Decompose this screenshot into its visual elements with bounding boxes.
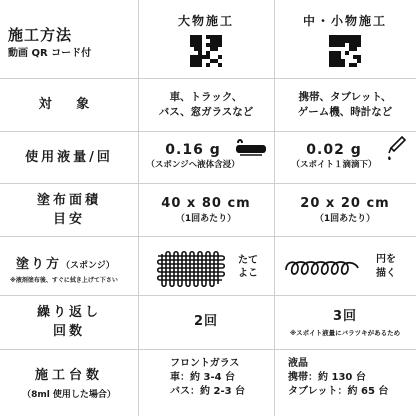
qr-cell [357,63,361,67]
count-label-line-2: （8ml 使用した場合） [22,389,116,400]
target-small-cell [274,78,416,131]
usage-label-cell [0,131,138,183]
how-small-cell [274,236,416,295]
area-label-cell [0,183,138,236]
repeat-large-cell [138,295,274,349]
small-label: 中・小物施工 [302,13,387,28]
target-label: 対 象 [38,97,100,112]
small-qr-code[interactable] [329,35,361,67]
sponge-icon [234,137,270,159]
header-label-cell [0,0,138,78]
area-small-note: （1回あたり） [314,213,376,224]
area-large-note: （1回あたり） [175,213,237,224]
target-large-cell [138,78,274,131]
how-small-text-2: 描く [376,268,396,279]
usage-large-cell [138,131,274,183]
target-small-line-2: ゲーム機、時計など [297,105,393,118]
repeat-small-value: 3回 [332,308,358,324]
count-large-line-2: バス：約 2-3 台 [170,386,246,397]
count-small-cell [274,349,416,416]
page-title: 施工方法 [8,26,73,44]
repeat-label-line-1: 繰り返し [36,305,101,320]
how-label-note: （スポンジ） [61,261,115,271]
header-small-cell [274,0,416,78]
count-label-line-1: 施工台数 [34,367,103,383]
count-small-line-1: 携帯：約 130 台 [288,372,366,383]
usage-label: 使用液量/回 [25,149,113,165]
how-small-text-1: 円を [376,254,396,265]
count-small-line-2: タブレット：約 65 台 [288,386,389,397]
area-large-cell [138,183,274,236]
how-label: 塗り方 [16,257,62,272]
repeat-label-cell [0,295,138,349]
area-large-value: 40 x 80 cm [161,195,251,211]
header-large-cell [138,0,274,78]
usage-small-cell [274,131,416,183]
usage-large-note: （スポンジへ液体含浸） [146,160,240,170]
area-label-line-1: 塗布面積 [36,192,101,208]
repeat-large-value: 2回 [193,314,219,329]
how-large-text-1: たて [238,255,258,266]
how-large-cell [138,236,274,295]
qr-cell [218,63,222,67]
target-large-line-2: バス、窓ガラスなど [158,105,254,118]
large-qr-code[interactable] [190,35,222,67]
repeat-label-line-2: 回数 [52,324,85,339]
count-large-line-1: 車：約 3-4 台 [170,372,236,383]
repeat-small-note: ※スポイト液量にバラツキがあるため [289,328,401,337]
dropper-icon [386,134,408,162]
area-small-cell [274,183,416,236]
how-large-text-2: よこ [238,268,258,279]
count-small-title: 液晶 [288,358,308,369]
count-large-cell [138,349,274,416]
usage-small-note: （スポイト１滴滴下） [291,160,377,170]
area-small-value: 20 x 20 cm [300,195,390,211]
usage-small-value: 0.02 g [306,142,362,158]
target-small-line-1: 携帯、タブレット、 [298,90,392,103]
large-label: 大物施工 [177,13,234,28]
usage-large-value: 0.16 g [165,142,221,158]
how-caption: ※液剤塗布後、すぐに拭き上げて下さい [10,277,118,284]
grid-stroke-icon [156,248,230,288]
target-label-cell [0,78,138,131]
repeat-small-cell [274,295,416,349]
target-large-line-1: 車、トラック、 [169,90,243,103]
page-subtitle: 動画 QR コード付 [8,48,92,59]
circle-stroke-icon [284,254,364,284]
how-label-cell [0,236,138,295]
area-label-line-2: 目安 [52,211,85,227]
count-label-cell [0,349,138,416]
count-large-title: フロントガラス [170,358,240,369]
